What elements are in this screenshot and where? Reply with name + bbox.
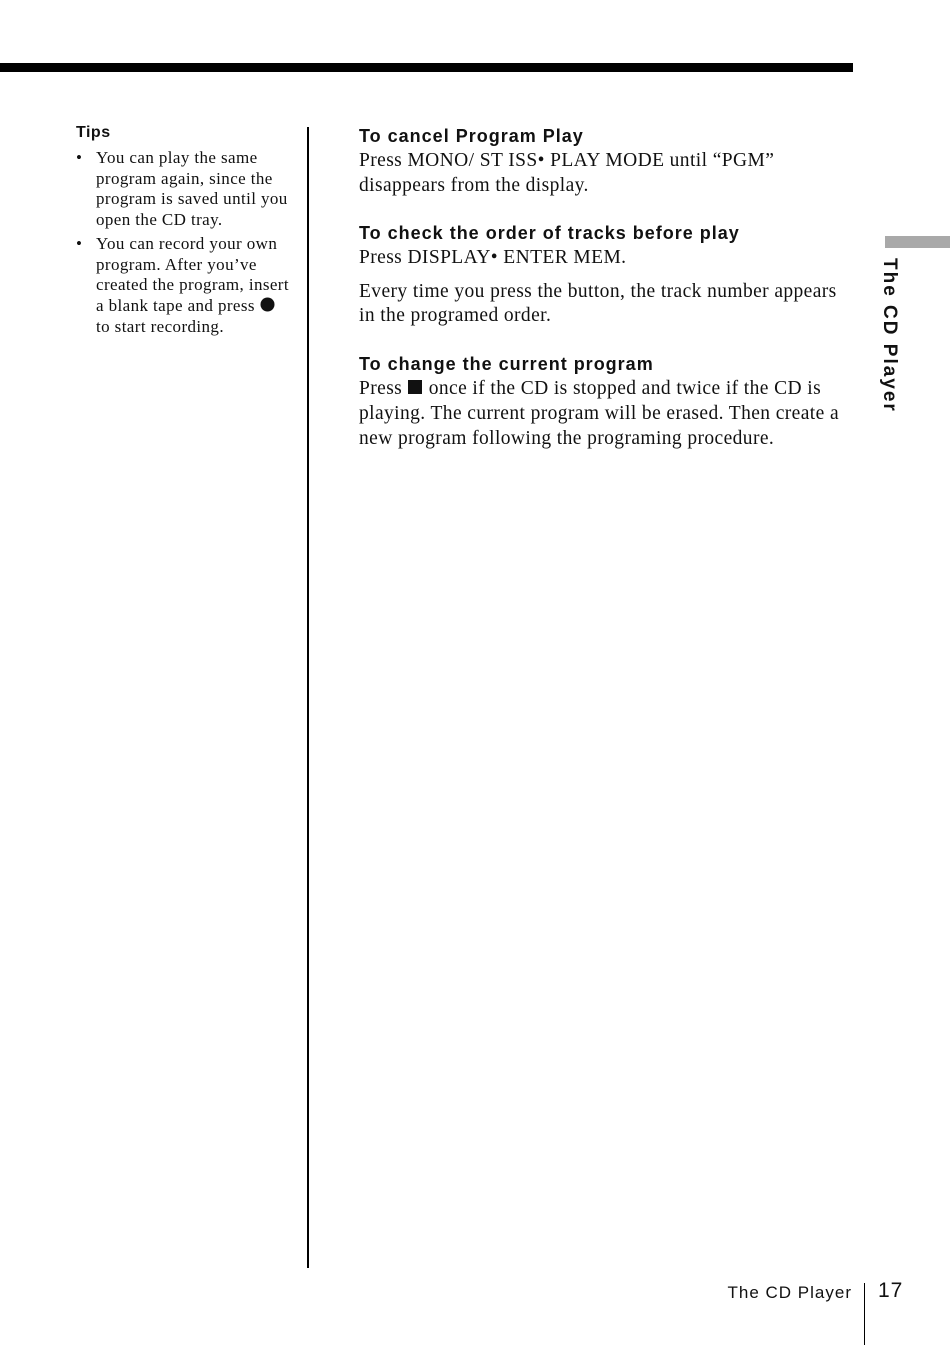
section-heading: To cancel Program Play [359, 126, 584, 146]
footer-divider [864, 1283, 865, 1345]
section-heading: To change the current program [359, 353, 654, 374]
tip-item [76, 234, 291, 338]
top-rule [0, 63, 853, 72]
section-paragraph: Press DISPLAY• ENTER MEM. [359, 247, 627, 268]
page-number: 17 [878, 1279, 904, 1302]
footer-section-label: The CD Player [727, 1283, 852, 1302]
section-paragraph: Press MONO/ ST ISS• PLAY MODE until “PGM” disappears from the display. [359, 150, 775, 196]
section-heading: To check the order of tracks before play [359, 223, 740, 243]
side-tab-label: The CD Player [879, 258, 900, 413]
tip-text: to start recording. [96, 317, 224, 336]
section-cancel-program [359, 123, 849, 198]
tips-column [76, 122, 291, 342]
section-check-order [359, 220, 849, 329]
stop-button-icon [407, 378, 423, 403]
tip-item [76, 148, 291, 230]
column-divider [307, 127, 309, 1268]
bullet: • [76, 148, 83, 167]
main-column [359, 123, 849, 473]
tip-text: You can record your own program. After you’ve created the program, insert a blank tape and press [96, 234, 289, 315]
section-paragraph [359, 377, 849, 452]
paragraph-text: once if the CD is stopped and twice if the CD is playing. The current program will be erased. Then create a new program following the programing procedure. [359, 377, 839, 449]
tip-text: You can play the same program again, since the program is saved until you open the CD tray. [96, 148, 288, 229]
record-button-icon [260, 297, 275, 318]
side-tab-marker [885, 236, 950, 248]
section-change-program [359, 351, 849, 452]
tips-list [76, 148, 291, 338]
bullet: • [76, 234, 83, 253]
paragraph-text: Press [359, 377, 403, 399]
tips-heading: Tips [76, 124, 111, 141]
section-paragraph: Every time you press the button, the track number appears in the programed order. [359, 280, 837, 326]
